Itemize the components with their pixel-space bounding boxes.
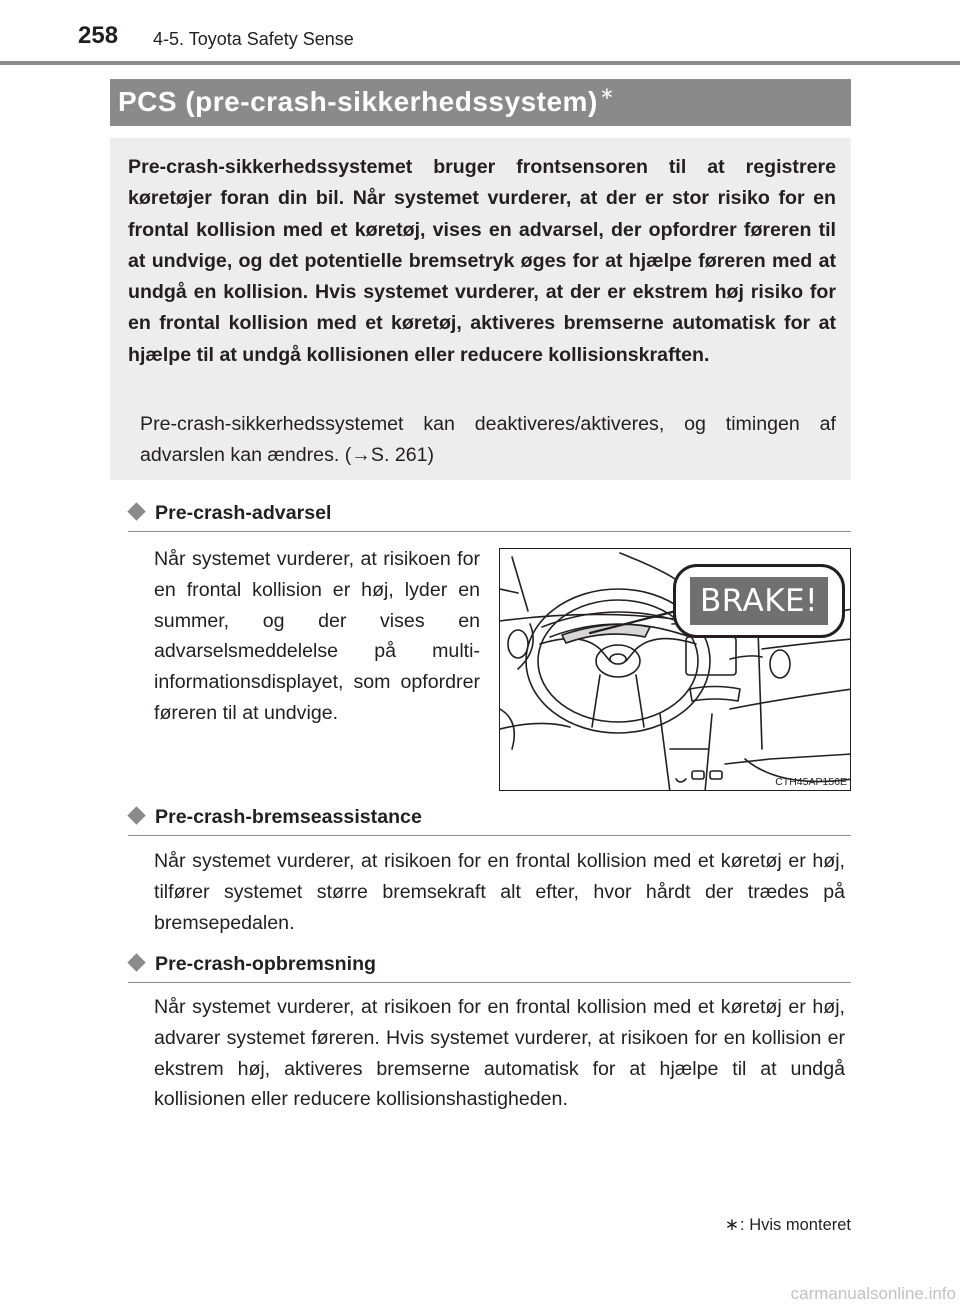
brake-warning-display: BRAKE! xyxy=(690,577,828,625)
title-asterisk: ∗ xyxy=(599,84,615,103)
footnote-text: : Hvis monteret xyxy=(740,1216,851,1234)
subheading-pre-crash-warning xyxy=(128,502,331,525)
subheading-text: Pre-crash-bremseassistance xyxy=(155,806,422,828)
intro-note: Pre-crash-sikkerhedssystemet kan deaktiveres/aktiveres, og timingen af advarslen kan ændres. (→S. 261) xyxy=(140,413,836,466)
subheading-divider xyxy=(128,531,851,532)
page-title xyxy=(118,86,615,118)
section-body-warning: Når systemet vurderer, at risikoen for en frontal kollision er høj, lyder en summer, og der vises en advarselsmeddelelse på multi-informationsdisplayet, som opfordrer føreren til at undvige. xyxy=(154,548,480,724)
watermark: carmanualsonline.info xyxy=(790,1284,956,1303)
diamond-bullet-icon xyxy=(127,806,145,824)
subheading-text: Pre-crash-advarsel xyxy=(155,502,332,524)
warning-callout xyxy=(673,564,845,638)
diamond-bullet-icon xyxy=(127,953,145,971)
dashboard-illustration xyxy=(499,548,851,791)
figure-code: CTH45AP156E xyxy=(775,776,847,788)
intro-box xyxy=(110,138,851,480)
subheading-brake-assist xyxy=(128,806,422,829)
intro-text: Pre-crash-sikkerhedssystemet bruger frontsensoren til at registrere køretøjer foran din bil. Når systemet vurderer, at der er stor risiko for en frontal kollision med et køretøj, vises en advarsel, der opfordrer føreren til at undvige, og det potentielle bremsetryk øges for at hjælpe føreren med at undgå en kollision. Hvis systemet vurderer, at der er ekstrem høj risiko for en frontal kollision med et køretøj, aktiveres bremserne automatisk for at hjælpe til at undgå kollisionen eller reducere kollisionskraften. xyxy=(128,156,836,366)
subheading-divider xyxy=(128,982,851,983)
subheading-auto-braking xyxy=(128,953,376,976)
section-body-brake-assist: Når systemet vurderer, at risikoen for en frontal kollision med et køretøj er høj, tilfører systemet større bremsekraft alt efter, hvor hårdt der trædes på bremsepedalen. xyxy=(154,850,845,934)
page-title-text: PCS (pre-crash-sikkerhedssystem) xyxy=(118,86,598,117)
section-reference: 4-5. Toyota Safety Sense xyxy=(153,29,354,49)
section-body-auto-braking: Når systemet vurderer, at risikoen for en frontal kollision med et køretøj er høj, advarer systemet føreren. Hvis systemet vurderer, at risikoen for en kollision er ekstrem høj, aktiveres bremserne automatisk for at hjælpe til at undgå kollisionen eller reducere kollisionshastigheden. xyxy=(154,996,845,1111)
page-number: 258 xyxy=(78,22,119,49)
subheading-divider xyxy=(128,835,851,836)
title-bar xyxy=(110,79,851,126)
footnote xyxy=(725,1215,851,1235)
footnote-asterisk: ∗ xyxy=(724,1215,740,1234)
diamond-bullet-icon xyxy=(127,502,145,520)
subheading-text: Pre-crash-opbremsning xyxy=(155,953,377,975)
header-divider xyxy=(0,61,960,65)
